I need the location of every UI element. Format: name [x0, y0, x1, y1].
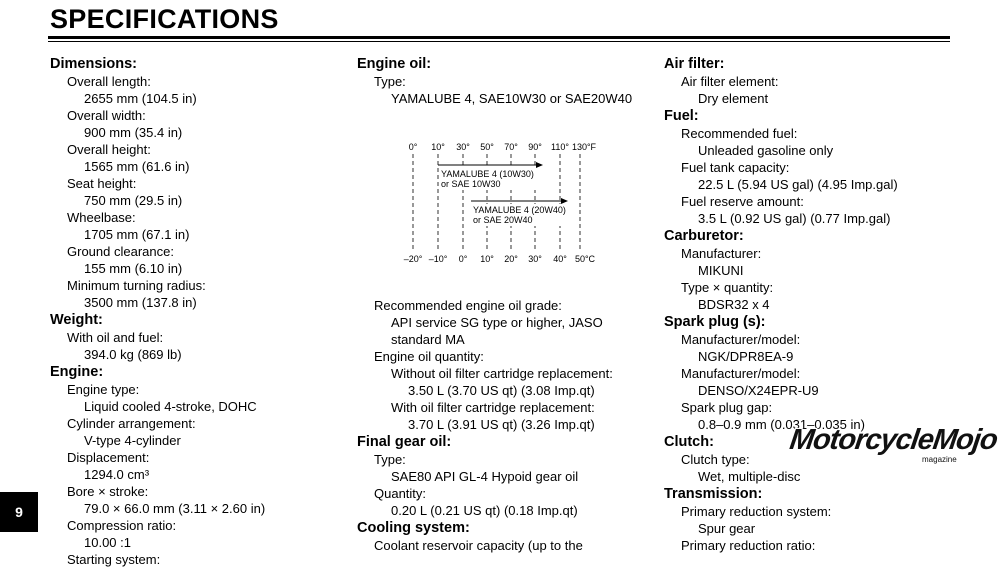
spec-label: Starting system:	[67, 552, 161, 567]
spec-label: Seat height:	[67, 176, 137, 191]
c-tick-label: 30°	[528, 254, 542, 264]
spec-label: Primary reduction system:	[681, 504, 832, 519]
spec-label: Bore × stroke:	[67, 484, 149, 499]
spec-label: Manufacturer:	[681, 246, 762, 261]
spec-value: DENSO/X24EPR-U9	[698, 383, 819, 398]
c-tick-label: 20°	[504, 254, 518, 264]
spec-value: 900 mm (35.4 in)	[84, 125, 183, 140]
spec-label: Engine oil quantity:	[374, 349, 484, 364]
section-heading-engine-oil: Engine oil:	[357, 56, 432, 72]
column-1	[50, 55, 340, 568]
section-heading-carburetor: Carburetor:	[664, 228, 744, 244]
range-label: or SAE 10W30	[441, 179, 501, 189]
page-number-tab: 9	[0, 492, 38, 532]
spec-value: 3.50 L (3.70 US qt) (3.08 Imp.qt)	[408, 383, 595, 398]
f-tick-label: 70°	[504, 142, 518, 152]
spec-value: 3500 mm (137.8 in)	[84, 295, 197, 310]
section-heading-weight: Weight:	[50, 312, 103, 328]
f-tick-label: 0°	[408, 142, 418, 152]
f-tick-label: 30°	[456, 142, 470, 152]
page-title: SPECIFICATIONS	[50, 4, 279, 34]
spec-label: Fuel reserve amount:	[681, 194, 804, 209]
spec-label: Displacement:	[67, 450, 150, 465]
spec-value: Spur gear	[698, 521, 756, 536]
spec-label: Spark plug gap:	[681, 400, 773, 415]
f-tick-label: 110°	[551, 142, 569, 152]
spec-label: Minimum turning radius:	[67, 278, 206, 293]
f-tick-label: 90°	[528, 142, 542, 152]
spec-label: Overall length:	[67, 74, 151, 89]
section-heading-transmission: Transmission:	[664, 486, 763, 502]
spec-value: YAMALUBE 4, SAE10W30 or SAE20W40	[391, 91, 633, 106]
spec-value: 1565 mm (61.6 in)	[84, 159, 190, 174]
spec-value: 22.5 L (5.94 US gal) (4.95 Imp.gal)	[698, 177, 898, 192]
spec-label: Type × quantity:	[681, 280, 774, 295]
spec-label: Compression ratio:	[67, 518, 177, 533]
spec-label: Manufacturer/model:	[681, 366, 801, 381]
section-heading-spark-plug: Spark plug (s):	[664, 314, 766, 330]
spec-label: Engine type:	[67, 382, 140, 397]
spec-value: 155 mm (6.10 in)	[84, 261, 183, 276]
spec-value: 0.20 L (0.21 US qt) (0.18 Imp.qt)	[391, 503, 578, 518]
spec-value: V-type 4-cylinder	[84, 433, 181, 448]
spec-value: Unleaded gasoline only	[698, 143, 834, 158]
spec-label: Fuel tank capacity:	[681, 160, 790, 175]
spec-value: 10.00 :1	[84, 535, 131, 550]
c-tick-label: 0°	[458, 254, 468, 264]
spec-label: Primary reduction ratio:	[681, 538, 816, 553]
spec-value: Liquid cooled 4-stroke, DOHC	[84, 399, 257, 414]
c-tick-label: –10°	[428, 254, 448, 264]
title-rule-thick	[48, 36, 950, 39]
spec-value: MIKUNI	[698, 263, 744, 278]
motorcyclemojo-watermark-logo	[787, 424, 1000, 468]
spec-label: Type:	[374, 452, 406, 467]
f-tick-label: 50°	[480, 142, 494, 152]
column-3	[664, 55, 964, 554]
spec-value: 79.0 × 66.0 mm (3.11 × 2.60 in)	[84, 501, 266, 516]
spec-label: Ground clearance:	[67, 244, 174, 259]
spec-value: 2655 mm (104.5 in)	[84, 91, 197, 106]
spec-label: Quantity:	[374, 486, 427, 501]
spec-label: Without oil filter cartridge replacement:	[391, 366, 613, 381]
section-heading-cooling-system: Cooling system:	[357, 520, 470, 536]
spec-label: Coolant reservoir capacity (up to the	[374, 538, 583, 553]
spec-value: Dry element	[698, 91, 769, 106]
watermark-logo-text: MotorcycleMojo	[787, 424, 1000, 456]
section-heading-dimensions: Dimensions:	[50, 56, 138, 72]
spec-label: With oil and fuel:	[67, 330, 164, 345]
spec-value: 3.70 L (3.91 US qt) (3.26 Imp.qt)	[408, 417, 595, 432]
spec-value: BDSR32 x 4	[698, 297, 770, 312]
spec-value: API service SG type or higher, JASO	[391, 315, 603, 330]
spec-value: 750 mm (29.5 in)	[84, 193, 183, 208]
spec-value: 1705 mm (67.1 in)	[84, 227, 190, 242]
range-label: YAMALUBE 4 (10W30)	[441, 169, 534, 179]
spec-value: 1294.0 cm³	[84, 467, 150, 482]
spec-label: Clutch type:	[681, 452, 750, 467]
spec-label: Manufacturer/model:	[681, 332, 801, 347]
c-tick-label: 40°	[553, 254, 567, 264]
spec-value: 3.5 L (0.92 US gal) (0.77 Imp.gal)	[698, 211, 891, 226]
spec-label: Recommended engine oil grade:	[374, 298, 562, 313]
c-tick-label: 50°C	[574, 254, 596, 264]
spec-label: Overall width:	[67, 108, 146, 123]
oil-temperature-chart	[357, 107, 657, 297]
spec-value: 0.8–0.9 mm (0.031–0.035 in)	[698, 417, 865, 432]
spec-label: With oil filter cartridge replacement:	[391, 400, 595, 415]
spec-value: standard MA	[391, 332, 465, 347]
spec-label: Recommended fuel:	[681, 126, 798, 141]
f-tick-label: 130°F	[571, 142, 597, 152]
section-heading-clutch: Clutch:	[664, 434, 714, 450]
spec-value: NGK/DPR8EA-9	[698, 349, 794, 364]
spec-label: Cylinder arrangement:	[67, 416, 196, 431]
title-rule-thin	[48, 41, 950, 42]
column-2	[357, 55, 657, 554]
spec-label: Air filter element:	[681, 74, 779, 89]
spec-value: 394.0 kg (869 lb)	[84, 347, 182, 362]
section-heading-air-filter: Air filter:	[664, 56, 725, 72]
spec-label: Wheelbase:	[67, 210, 136, 225]
spec-value: Wet, multiple-disc	[698, 469, 801, 484]
c-tick-label: –20°	[403, 254, 423, 264]
range-label: or SAE 20W40	[473, 215, 533, 225]
c-tick-label: 10°	[480, 254, 494, 264]
section-heading-final-gear-oil: Final gear oil:	[357, 434, 452, 450]
spec-label: Overall height:	[67, 142, 151, 157]
spec-value: SAE80 API GL-4 Hypoid gear oil	[391, 469, 579, 484]
section-heading-engine: Engine:	[50, 364, 104, 380]
spec-label: Type:	[374, 74, 406, 89]
range-label: YAMALUBE 4 (20W40)	[473, 205, 566, 215]
watermark-logo-subtext: magazine	[922, 455, 957, 464]
section-heading-fuel: Fuel:	[664, 108, 699, 124]
f-tick-label: 10°	[431, 142, 445, 152]
